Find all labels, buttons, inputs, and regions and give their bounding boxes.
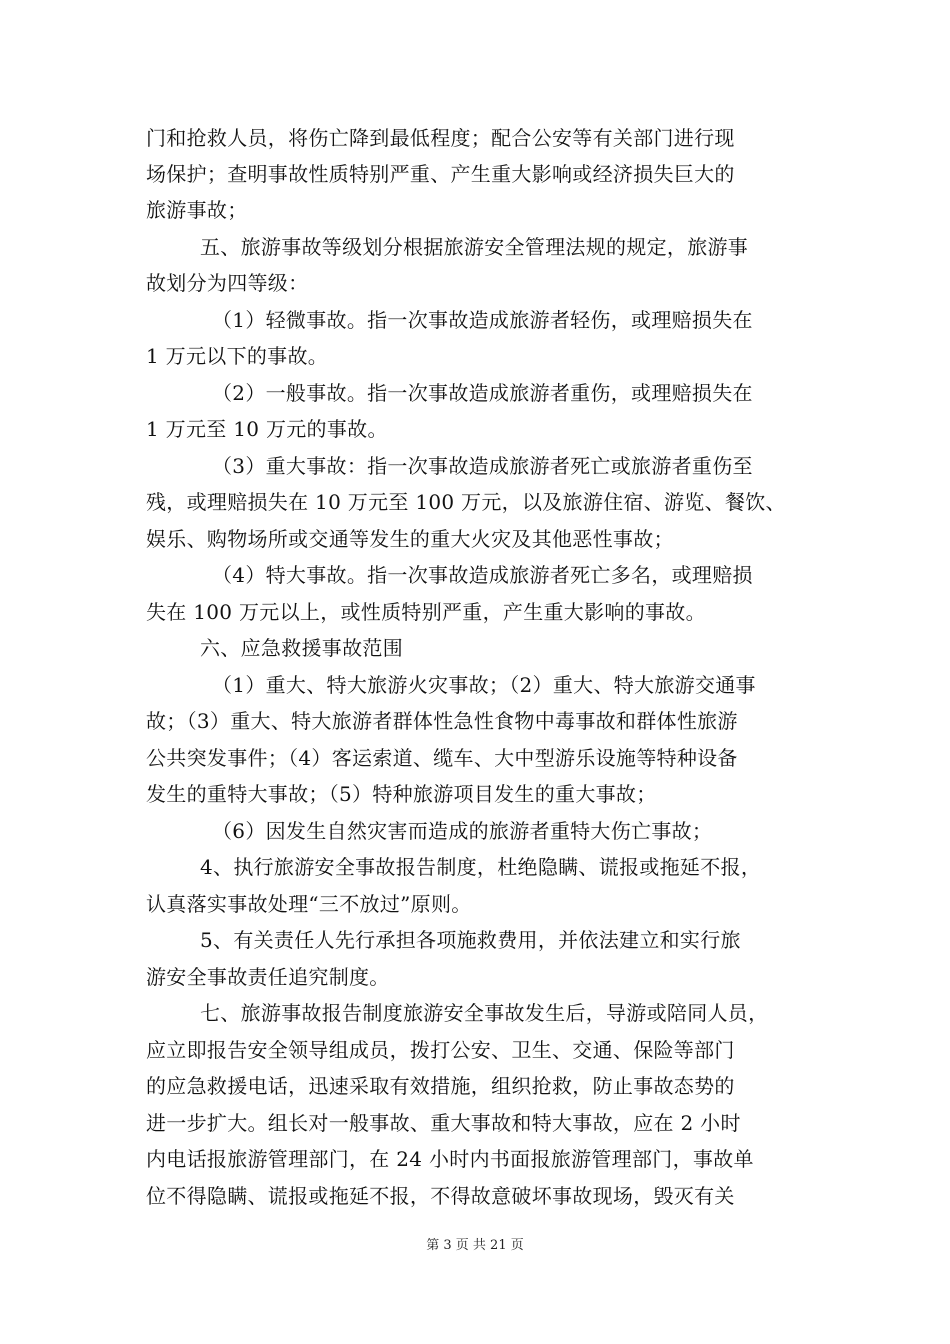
text-line: 故；（3）重大、特大旅游者群体性急性食物中毒事故和群体性旅游	[146, 709, 738, 733]
text-line: 4、执行旅游安全事故报告制度，杜绝隐瞒、谎报或拖延不报，	[200, 855, 762, 879]
text-line: 发生的重特大事故；（5）特种旅游项目发生的重大事故；	[146, 782, 657, 806]
text-line: 内电话报旅游管理部门，在 24 小时内书面报旅游管理部门，事故单	[146, 1147, 754, 1171]
text-line: （3）重大事故：指一次事故造成旅游者死亡或旅游者重伤至	[212, 454, 753, 478]
text-line: 认真落实事故处理“三不放过”原则。	[146, 892, 472, 916]
page-number-footer: 第 3 页 共 21 页	[426, 1238, 524, 1253]
text-line: 1 万元以下的事故。	[146, 344, 329, 368]
text-line: （1）轻微事故。指一次事故造成旅游者轻伤，或理赔损失在	[212, 308, 753, 332]
text-line: （2）一般事故。指一次事故造成旅游者重伤，或理赔损失在	[212, 381, 753, 405]
text-line: 5、有关责任人先行承担各项施救费用，并依法建立和实行旅	[200, 928, 741, 952]
text-line: 公共突发事件；（4）客运索道、缆车、大中型游乐设施等特种设备	[146, 746, 738, 770]
text-line: 六、应急救援事故范围	[200, 636, 403, 660]
text-line: 失在 100 万元以上，或性质特别严重，产生重大影响的事故。	[146, 600, 706, 624]
text-line: 故划分为四等级：	[146, 271, 309, 295]
text-line: 游安全事故责任追究制度。	[146, 965, 390, 989]
text-line: （6）因发生自然灾害而造成的旅游者重特大伤亡事故；	[212, 819, 713, 843]
text-line: 七、旅游事故报告制度旅游安全事故发生后，导游或陪同人员，	[200, 1001, 769, 1025]
text-line: 场保护；查明事故性质特别严重、产生重大影响或经济损失巨大的	[146, 162, 735, 186]
text-line: 应立即报告安全领导组成员，拨打公安、卫生、交通、保险等部门	[146, 1038, 735, 1062]
text-line: 五、旅游事故等级划分根据旅游安全管理法规的规定，旅游事	[200, 235, 749, 259]
text-line: 位不得隐瞒、谎报或拖延不报，不得故意破坏事故现场，毁灭有关	[146, 1184, 735, 1208]
text-line: 旅游事故；	[146, 198, 248, 222]
text-line: 进一步扩大。组长对一般事故、重大事故和特大事故，应在 2 小时	[146, 1111, 741, 1135]
text-line: 残，或理赔损失在 10 万元至 100 万元，以及旅游住宿、游览、餐饮、	[146, 490, 786, 514]
text-line: 门和抢救人员，将伤亡降到最低程度；配合公安等有关部门进行现	[146, 126, 735, 150]
text-line: 娱乐、购物场所或交通等发生的重大火灾及其他恶性事故；	[146, 527, 674, 551]
text-line: （1）重大、特大旅游火灾事故；（2）重大、特大旅游交通事	[212, 673, 756, 697]
text-line: 的应急救援电话，迅速采取有效措施，组织抢救，防止事故态势的	[146, 1074, 735, 1098]
text-line: 1 万元至 10 万元的事故。	[146, 417, 388, 441]
text-line: （4）特大事故。指一次事故造成旅游者死亡多名，或理赔损	[212, 563, 753, 587]
